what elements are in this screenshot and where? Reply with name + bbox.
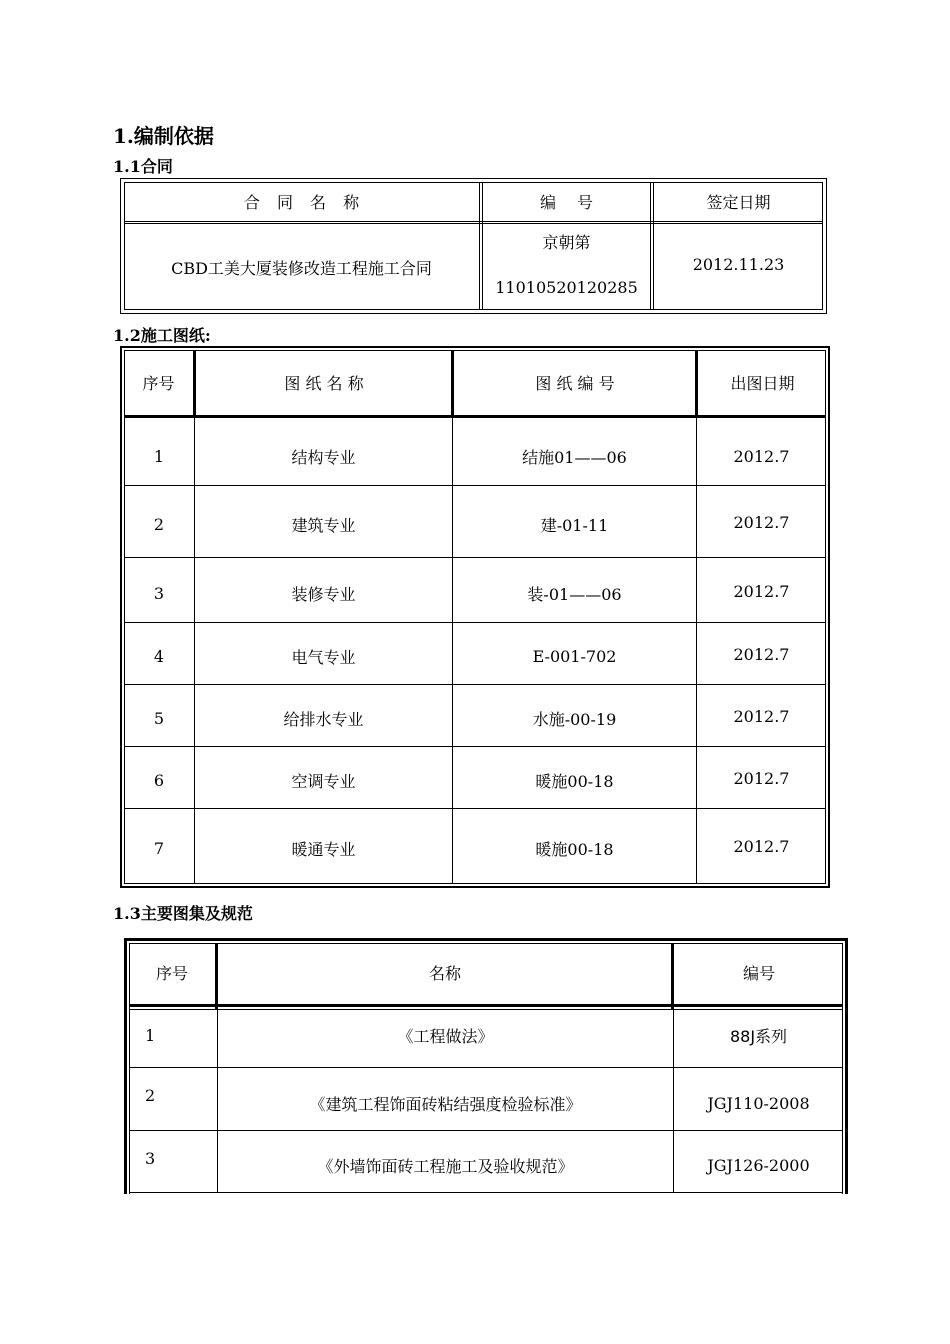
drawings-row-6-date: 2012.7 (733, 768, 790, 788)
standards-header-code: 编号 (742, 963, 775, 983)
drawings-header-name: 图 纸 名 称 (284, 374, 364, 393)
drawings-row-1-code: 结施01——06 (522, 447, 627, 467)
drawings-row-5-no: 5 (153, 708, 165, 728)
drawings-row-3-date: 2012.7 (733, 581, 790, 601)
drawings-row-3-name: 装修专业 (291, 584, 356, 604)
standards-header-name: 名称 (428, 963, 461, 983)
drawings-row-2-name: 建筑专业 (291, 515, 356, 535)
contract-number-line1: 京朝第 (542, 232, 591, 252)
drawings-row-2-date: 2012.7 (733, 512, 790, 532)
drawings-row-7-code: 暖施00-18 (535, 839, 614, 859)
contract-date-cell: 2012.11.23 (692, 254, 785, 274)
drawings-row-6-name: 空调专业 (291, 771, 356, 791)
drawings-row-7-no: 7 (153, 838, 165, 858)
standards-row-2-code: JGJ110-2008 (707, 1093, 810, 1113)
contract-section-title: 1.1合同 (113, 157, 173, 176)
drawings-row-1-name: 结构专业 (291, 447, 356, 467)
drawings-header-code: 图 纸 编 号 (535, 374, 615, 393)
drawings-row-5-date: 2012.7 (733, 706, 790, 726)
drawings-row-3-no: 3 (153, 583, 165, 603)
contract-header-number: 编 号 (539, 193, 594, 212)
contract-number-line2: 11010520120285 (495, 277, 638, 297)
drawings-row-4-date: 2012.7 (733, 644, 790, 664)
standards-section-title: 1.3主要图集及规范 (113, 904, 253, 923)
drawings-row-7-date: 2012.7 (733, 836, 790, 856)
drawings-row-1-date: 2012.7 (733, 446, 790, 466)
standards-row-1-name: 《工程做法》 (397, 1026, 494, 1046)
standards-row-1-code: 88J系列 (729, 1026, 788, 1046)
drawings-header-no: 序号 (142, 374, 175, 393)
standards-row-3-name: 《外墙饰面砖工程施工及验收规范》 (317, 1156, 574, 1176)
drawings-row-5-code: 水施-00-19 (532, 709, 617, 729)
section-heading: 1.编制依据 (113, 124, 214, 148)
drawings-row-7-name: 暖通专业 (291, 839, 356, 859)
contract-name-cell: CBD工美大厦装修改造工程施工合同 (171, 258, 432, 278)
drawings-row-2-code: 建-01-11 (540, 515, 609, 535)
drawings-row-1-no: 1 (153, 446, 165, 466)
standards-row-2-name: 《建筑工程饰面砖粘结强度检验标准》 (309, 1094, 582, 1114)
drawings-header-date: 出图日期 (730, 374, 795, 393)
drawings-row-2-no: 2 (153, 514, 165, 534)
drawings-row-4-code: E-001-702 (532, 646, 617, 666)
standards-row-1-no: 1 (145, 1025, 156, 1045)
drawings-row-5-name: 给排水专业 (283, 709, 364, 729)
standards-header-no: 序号 (155, 963, 188, 983)
drawings-row-4-no: 4 (153, 646, 165, 666)
drawings-row-6-code: 暖施00-18 (535, 771, 614, 791)
drawings-row-6-no: 6 (153, 770, 165, 790)
drawings-row-4-name: 电气专业 (291, 647, 356, 667)
standards-row-3-no: 3 (145, 1148, 156, 1168)
drawings-row-3-code: 装-01——06 (527, 584, 622, 604)
contract-header-date: 签定日期 (706, 193, 771, 212)
contract-header-name: 合 同 名 称 (243, 193, 360, 212)
standards-row-3-code: JGJ126-2000 (707, 1155, 810, 1175)
standards-row-2-no: 2 (145, 1085, 156, 1105)
drawings-section-title: 1.2施工图纸: (113, 326, 211, 345)
